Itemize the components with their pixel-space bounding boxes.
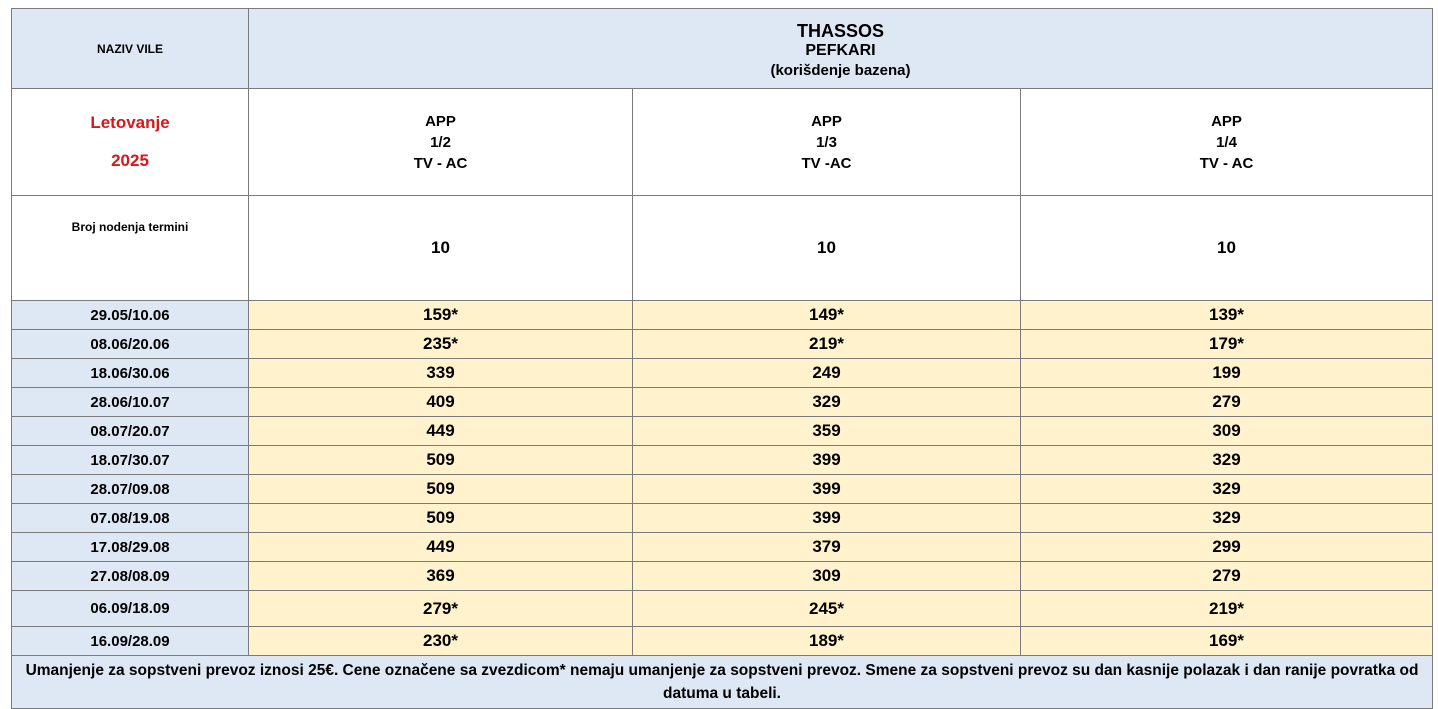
villa-name-label: NAZIV VILE	[12, 9, 249, 89]
price-cell: 169*	[1021, 627, 1433, 656]
price-cell: 449	[249, 417, 633, 446]
date-cell: 28.06/10.07	[12, 388, 249, 417]
table-row	[12, 475, 1433, 504]
price-cell: 279	[1021, 562, 1433, 591]
place-title: PEFKARI	[805, 41, 876, 59]
price-cell: 179*	[1021, 330, 1433, 359]
date-cell: 17.08/29.08	[12, 533, 249, 562]
room-type-label: APP	[811, 112, 842, 130]
room-features-label: TV - AC	[1199, 154, 1254, 172]
room-type-row	[12, 89, 1433, 196]
date-cell: 08.07/20.07	[12, 417, 249, 446]
price-cell: 235*	[249, 330, 633, 359]
nights-value: 10	[249, 196, 633, 301]
footer-row	[12, 656, 1433, 709]
price-cell: 329	[1021, 504, 1433, 533]
price-cell: 359	[633, 417, 1021, 446]
date-cell: 29.05/10.06	[12, 301, 249, 330]
price-cell: 309	[1021, 417, 1433, 446]
price-cell: 329	[633, 388, 1021, 417]
room-type-cell	[633, 89, 1021, 196]
price-cell: 245*	[633, 591, 1021, 627]
island-title: THASSOS	[796, 20, 884, 41]
room-features-label: TV -AC	[801, 154, 852, 172]
date-cell: 27.08/08.09	[12, 562, 249, 591]
price-cell: 369	[249, 562, 633, 591]
table-row	[12, 627, 1433, 656]
season-year: 2025	[111, 151, 149, 170]
price-cell: 399	[633, 446, 1021, 475]
date-cell: 28.07/09.08	[12, 475, 249, 504]
price-cell: 159*	[249, 301, 633, 330]
price-cell: 449	[249, 533, 633, 562]
pool-note: (korišdenje bazena)	[770, 61, 911, 79]
price-cell: 279	[1021, 388, 1433, 417]
price-cell: 230*	[249, 627, 633, 656]
header-row	[12, 9, 1433, 89]
price-cell: 139*	[1021, 301, 1433, 330]
table-row	[12, 388, 1433, 417]
room-type-cell	[249, 89, 633, 196]
price-cell: 309	[633, 562, 1021, 591]
room-type-label: APP	[425, 112, 456, 130]
nights-row	[12, 196, 1433, 301]
season-label: Letovanje	[90, 113, 170, 132]
date-cell: 07.08/19.08	[12, 504, 249, 533]
nights-value: 10	[633, 196, 1021, 301]
price-cell: 509	[249, 475, 633, 504]
price-cell: 339	[249, 359, 633, 388]
price-cell: 329	[1021, 475, 1433, 504]
nights-label: Broj nodenja termini	[12, 196, 249, 301]
date-cell: 18.06/30.06	[12, 359, 249, 388]
price-list-table-wrapper	[11, 8, 1432, 702]
price-cell: 399	[633, 475, 1021, 504]
room-features-label: TV - AC	[413, 154, 468, 172]
table-row	[12, 504, 1433, 533]
price-cell: 379	[633, 533, 1021, 562]
date-cell: 08.06/20.06	[12, 330, 249, 359]
price-cell: 189*	[633, 627, 1021, 656]
room-size-label: 1/3	[816, 133, 837, 151]
price-cell: 409	[249, 388, 633, 417]
price-cell: 399	[633, 504, 1021, 533]
table-row	[12, 533, 1433, 562]
price-cell: 509	[249, 504, 633, 533]
table-row	[12, 591, 1433, 627]
date-cell: 16.09/28.09	[12, 627, 249, 656]
table-row	[12, 562, 1433, 591]
footer-note: Umanjenje za sopstveni prevoz iznosi 25€. Cene označene sa zvezdicom* nemaju umanjenje za sopstveni prevoz. Smene za sopstveni prevoz su dan kasnije polazak i dan ranije povratka od datuma u tabeli.	[12, 656, 1433, 709]
price-cell: 509	[249, 446, 633, 475]
price-cell: 219*	[633, 330, 1021, 359]
destination-title-cell	[249, 9, 1433, 89]
price-list-table	[11, 8, 1433, 709]
price-cell: 199	[1021, 359, 1433, 388]
price-cell: 299	[1021, 533, 1433, 562]
price-cell: 329	[1021, 446, 1433, 475]
room-type-label: APP	[1211, 112, 1242, 130]
nights-value: 10	[1021, 196, 1433, 301]
table-row	[12, 359, 1433, 388]
room-size-label: 1/2	[430, 133, 451, 151]
room-size-label: 1/4	[1216, 133, 1237, 151]
table-row	[12, 417, 1433, 446]
date-cell: 06.09/18.09	[12, 591, 249, 627]
table-row	[12, 301, 1433, 330]
price-cell: 149*	[633, 301, 1021, 330]
table-row	[12, 446, 1433, 475]
room-type-cell	[1021, 89, 1433, 196]
season-cell	[12, 89, 249, 196]
price-cell: 219*	[1021, 591, 1433, 627]
price-cell: 279*	[249, 591, 633, 627]
date-cell: 18.07/30.07	[12, 446, 249, 475]
table-row	[12, 330, 1433, 359]
price-cell: 249	[633, 359, 1021, 388]
